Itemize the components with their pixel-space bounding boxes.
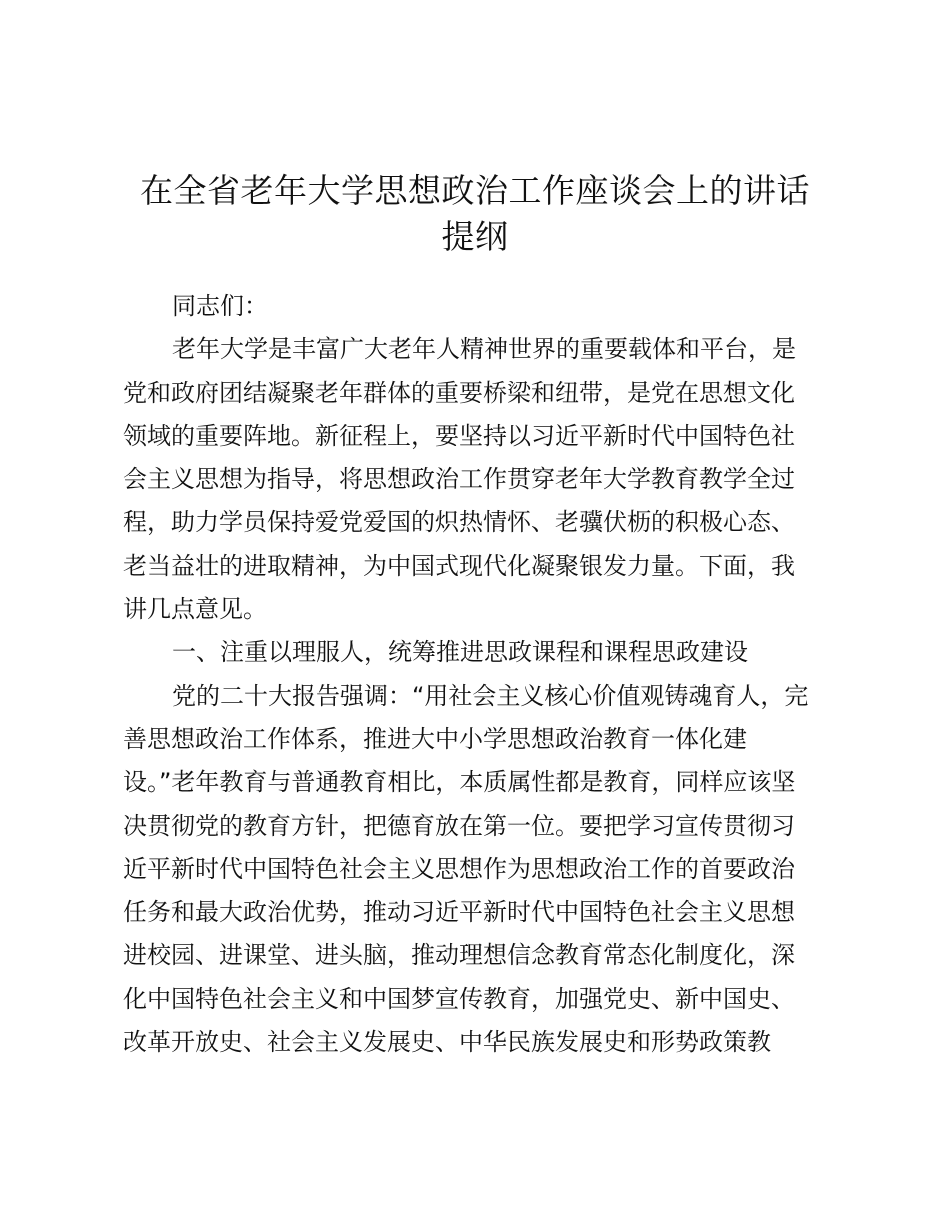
paragraph-line: 党和政府团结凝聚老年群体的重要桥梁和纽带，是党在思想文化	[123, 378, 795, 407]
document-title	[110, 168, 840, 260]
paragraph-line: 近平新时代中国特色社会主义思想作为思想政治工作的首要政治	[123, 854, 795, 883]
paragraph-line: 进校园、进课堂、进头脑，推动理想信念教育常态化制度化，深	[123, 941, 795, 970]
section-heading: 一、注重以理服人，统筹推进思政课程和课程思政建设	[172, 638, 748, 667]
paragraph-line: 讲几点意见。	[123, 595, 267, 624]
paragraph-line: 领域的重要阵地。新征程上，要坚持以习近平新时代中国特色社	[123, 421, 795, 450]
paragraph-line: 程，助力学员保持爱党爱国的炽热情怀、老骥伏枥的积极心态、	[123, 508, 795, 537]
paragraph-line: 改革开放史、社会主义发展史、中华民族发展史和形势政策教	[123, 1028, 771, 1057]
paragraph-line: 党的二十大报告强调：“用社会主义核心价值观铸魂育人，完	[172, 681, 809, 710]
paragraph-line: 设。”老年教育与普通教育相比，本质属性都是教育，同样应该坚	[123, 768, 796, 797]
paragraph-line: 老年大学是丰富广大老年人精神世界的重要载体和平台，是	[172, 335, 796, 364]
paragraph-line: 任务和最大政治优势，推动习近平新时代中国特色社会主义思想	[123, 898, 795, 927]
paragraph-line: 决贯彻党的教育方针，把德育放在第一位。要把学习宣传贯彻习	[123, 811, 795, 840]
paragraph-line: 会主义思想为指导，将思想政治工作贯穿老年大学教育教学全过	[123, 465, 795, 494]
title-line-1: 在全省老年大学思想政治工作座谈会上的讲话	[140, 171, 810, 210]
paragraph-line: 老当益壮的进取精神，为中国式现代化凝聚银发力量。下面，我	[123, 551, 795, 580]
paragraph-line: 善思想政治工作体系，推进大中小学思想政治教育一体化建	[123, 724, 747, 753]
title-line-2: 提纲	[441, 217, 509, 256]
paragraph-line: 化中国特色社会主义和中国梦宣传教育，加强党史、新中国史、	[123, 984, 795, 1013]
document-body	[123, 285, 835, 1064]
salutation: 同志们：	[172, 292, 268, 320]
